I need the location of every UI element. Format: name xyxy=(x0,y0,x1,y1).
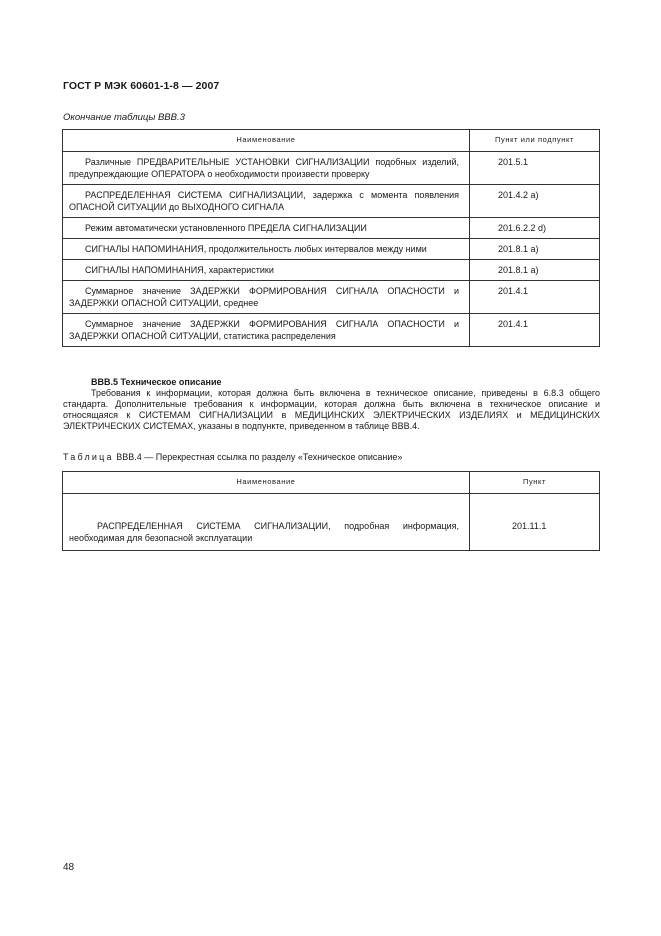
row-reference-cell: 201.8.1 а) xyxy=(470,239,600,260)
document-header: ГОСТ Р МЭК 60601-1-8 — 2007 xyxy=(63,80,220,92)
section-body: Требования к информации, которая должна быть включена в техническое описание, приведены в 6.8.3 общего стандарта. Дополнительные требования к информации, которая должна быть включена в техническое описание и относящаяся к СИСТЕМАМ СИГНАЛИЗАЦИИ в МЕДИЦИНСКИХ ЭЛЕКТРИЧЕСКИХ ИЗДЕЛИЯХ и МЕДИЦИНСКИХ ЭЛЕКТРИЧЕСКИХ СИСТЕМАХ, указаны в подпункте, приведенном в таблице ВВВ.4. xyxy=(63,388,600,431)
row-reference-cell: 201.4.1 xyxy=(470,314,600,347)
row-reference-cell: 201.5.1 xyxy=(470,152,600,185)
column-header-name: Наименование xyxy=(63,130,470,152)
table-caption-bbb4 xyxy=(63,452,402,462)
row-name-cell xyxy=(63,494,470,551)
cross-reference-table-bbb4 xyxy=(62,471,600,551)
row-name-text: Режим автоматически установленного ПРЕДЕЛА СИГНАЛИЗАЦИИ xyxy=(85,223,367,233)
page-number: 48 xyxy=(63,862,75,873)
table-row xyxy=(63,239,600,260)
row-name-text: Суммарное значение ЗАДЕРЖКИ ФОРМИРОВАНИЯ СИГНАЛА ОПАСНОСТИ и ЗАДЕРЖКИ ОПАСНОЙ СИТУАЦИИ, статистика распределения xyxy=(69,319,459,341)
row-reference-cell: 201.4.1 xyxy=(470,281,600,314)
row-reference-cell: 201.4.2 а) xyxy=(470,185,600,218)
table-header-row xyxy=(63,130,600,152)
table-caption-word: Таблица xyxy=(63,452,114,462)
table-row xyxy=(63,218,600,239)
table-row xyxy=(63,185,600,218)
column-header-ref: Пункт xyxy=(470,472,600,494)
technical-description-section xyxy=(63,377,600,432)
table-header-row xyxy=(63,472,600,494)
row-name-cell xyxy=(63,281,470,314)
row-reference-cell: 201.6.2.2 d) xyxy=(470,218,600,239)
column-header-name: Наименование xyxy=(63,472,470,494)
row-name-text: СИГНАЛЫ НАПОМИНАНИЯ, характеристики xyxy=(85,265,274,275)
table-continuation-caption: Окончание таблицы ВВВ.3 xyxy=(63,112,185,123)
row-name-text: РАСПРЕДЕЛЕННАЯ СИСТЕМА СИГНАЛИЗАЦИИ, подробная информация, необходимая для безопасной эксплуатации xyxy=(69,521,459,543)
row-name-cell xyxy=(63,239,470,260)
table-row xyxy=(63,260,600,281)
table-row xyxy=(63,152,600,185)
row-name-cell xyxy=(63,185,470,218)
row-name-cell xyxy=(63,218,470,239)
row-name-cell xyxy=(63,260,470,281)
row-name-text: Суммарное значение ЗАДЕРЖКИ ФОРМИРОВАНИЯ СИГНАЛА ОПАСНОСТИ и ЗАДЕРЖКИ ОПАСНОЙ СИТУАЦИИ, среднее xyxy=(69,286,459,308)
section-title: ВВВ.5 Техническое описание xyxy=(91,377,222,387)
row-reference-cell: 201.11.1 xyxy=(470,494,600,551)
table-row xyxy=(63,314,600,347)
row-name-text: РАСПРЕДЕЛЕННАЯ СИСТЕМА СИГНАЛИЗАЦИИ, задержка с момента появления ОПАСНОЙ СИТУАЦИИ до ВЫХОДНОГО СИГНАЛА xyxy=(69,190,459,212)
row-name-cell xyxy=(63,152,470,185)
row-name-cell xyxy=(63,314,470,347)
row-name-text: Различные ПРЕДВАРИТЕЛЬНЫЕ УСТАНОВКИ СИГНАЛИЗАЦИИ подобных изделий, предупреждающие ОПЕРАТОРА о необходимости произвести проверку xyxy=(69,157,459,179)
table-caption-text: ВВВ.4 — Перекрестная ссылка по разделу «Техническое описание» xyxy=(113,452,403,462)
cross-reference-table-bbb3 xyxy=(62,129,600,347)
table-row xyxy=(63,494,600,551)
column-header-ref: Пункт или подпункт xyxy=(470,130,600,152)
row-reference-cell: 201.8.1 а) xyxy=(470,260,600,281)
table-row xyxy=(63,281,600,314)
row-name-text: СИГНАЛЫ НАПОМИНАНИЯ, продолжительность любых интервалов между ними xyxy=(85,244,427,254)
